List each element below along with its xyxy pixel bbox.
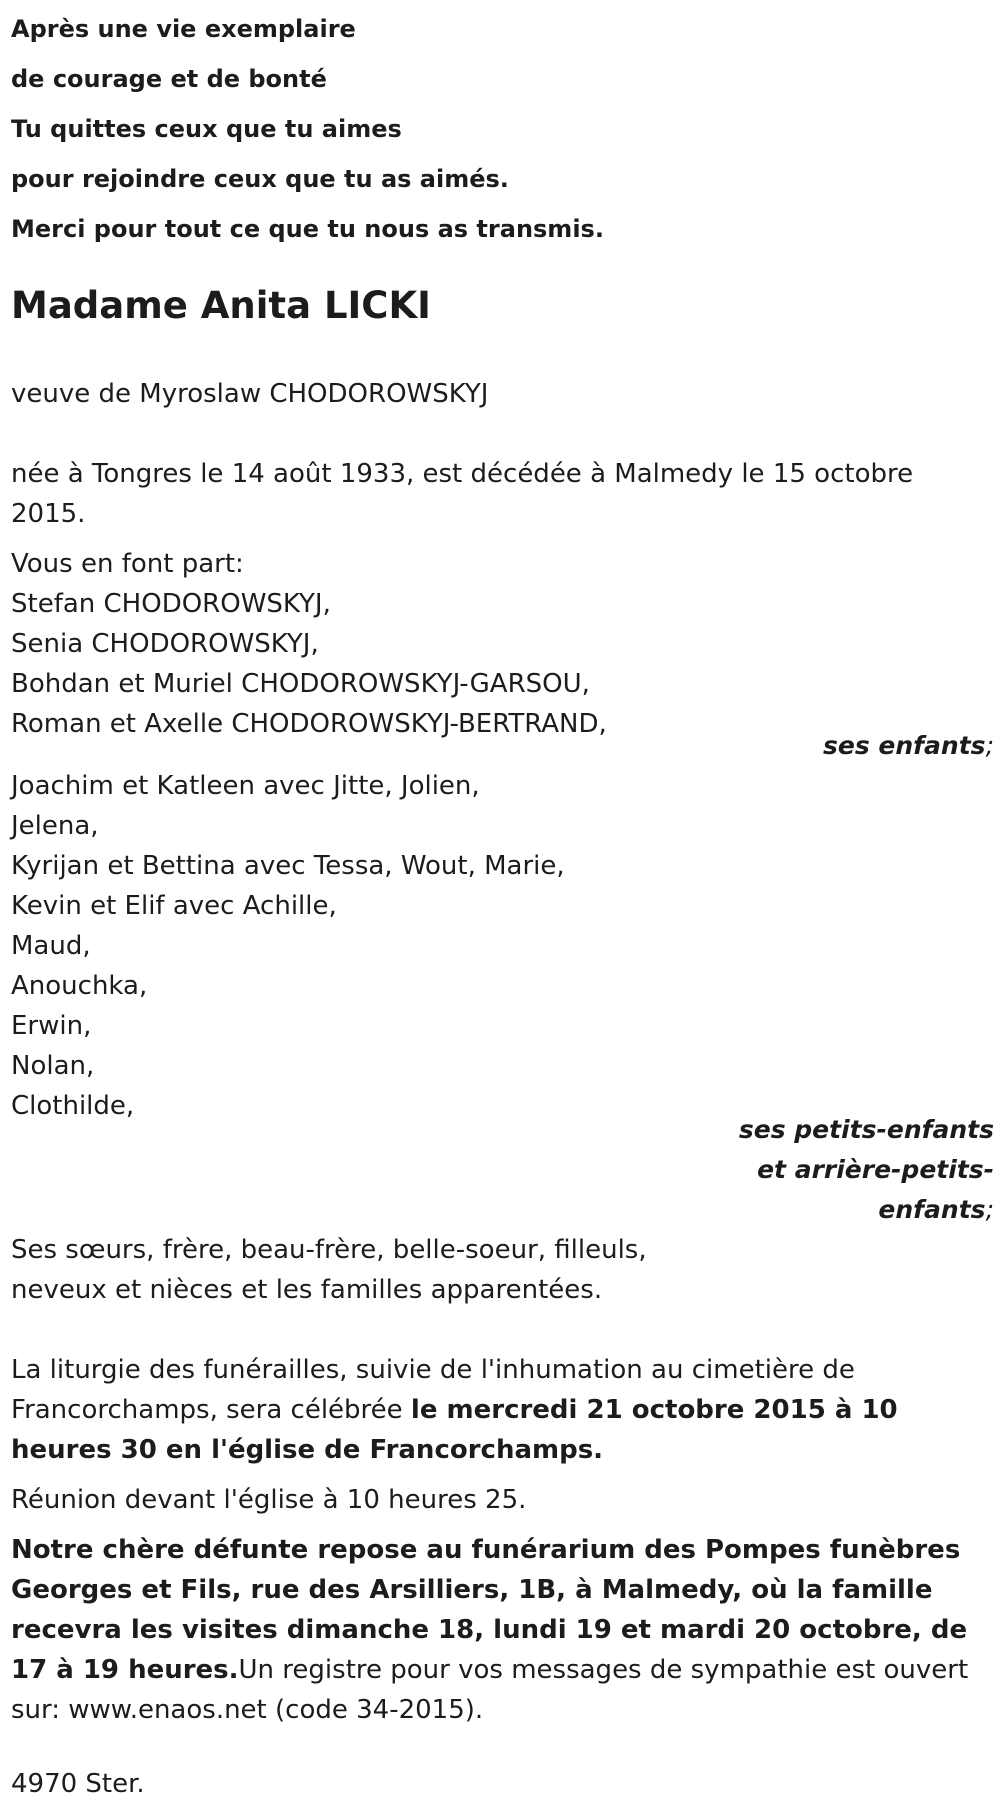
list-item: Kyrijan et Bettina avec Tessa, Wout, Marie, (11, 851, 565, 881)
grandchildren-tag-line: ses petits-enfants (738, 1115, 994, 1144)
poem-line: de courage et de bonté (11, 65, 327, 93)
liturgy-details: le mercredi 21 octobre 2015 à 10 heures 30 en l'église de Francorchamps. (11, 1395, 898, 1465)
grandchildren-tag (734, 1110, 994, 1230)
funeral-home-paragraph (11, 1530, 986, 1730)
family-list (11, 1230, 986, 1310)
children-list (11, 544, 986, 744)
grandchildren-list (11, 766, 986, 1126)
poem-line: Tu quittes ceux que tu aimes (11, 115, 402, 143)
list-item: Stefan CHODOROWSKYJ, (11, 589, 331, 619)
address: 4970 Ster. (11, 1769, 145, 1799)
meeting-note: Réunion devant l'église à 10 heures 25. (11, 1485, 527, 1515)
list-item: Anouchka, (11, 971, 148, 1001)
funeral-home-details: Notre chère défunte repose au funérarium des Pompes funèbres Georges et Fils, rue des Arsilliers, 1B, à Malmedy, où la famille recevra les visites dimanche 18, lundi 19 et mardi 20 octobre, de 17 à 19 heures. (11, 1535, 968, 1685)
list-item: Joachim et Katleen avec Jitte, Jolien, (11, 771, 480, 801)
list-item: Nolan, (11, 1051, 95, 1081)
poem-line: Merci pour tout ce que tu nous as transmis. (11, 215, 604, 243)
list-item: Bohdan et Muriel CHODOROWSKYJ-GARSOU, (11, 669, 590, 699)
list-item: Roman et Axelle CHODOROWSKYJ-BERTRAND, (11, 709, 607, 739)
grandchildren-tag-line: et arrière-petits- (757, 1155, 994, 1184)
liturgy-paragraph (11, 1350, 986, 1470)
poem-line: Après une vie exemplaire (11, 15, 356, 43)
widow-of: veuve de Myroslaw CHODOROWSKYJ (11, 379, 489, 409)
semicolon: ; (985, 731, 994, 760)
deceased-name: Madame Anita LICKI (11, 284, 431, 327)
liturgy-text: La liturgie des funérailles, suivie de l'inhumation au cimetière de Francorchamps, sera célébrée (11, 1355, 855, 1425)
grandchildren-tag-text: enfants (878, 1195, 986, 1224)
list-item: Clothilde, (11, 1091, 135, 1121)
registry-note: Un registre pour vos messages de sympathie est ouvert sur: www.enaos.net (code 34-2015). (11, 1655, 969, 1725)
list-item: Ses sœurs, frère, beau-frère, belle-soeur, filleuls, (11, 1235, 647, 1265)
list-item: Jelena, (11, 811, 99, 841)
children-tag (823, 726, 994, 766)
list-item: neveux et nièces et les familles apparentées. (11, 1275, 603, 1305)
birth-death: née à Tongres le 14 août 1933, est décédée à Malmedy le 15 octobre 2015. (11, 459, 914, 529)
announce-intro: Vous en font part: (11, 549, 244, 579)
list-item: Erwin, (11, 1011, 92, 1041)
children-tag-text: ses enfants (823, 731, 986, 760)
semicolon: ; (985, 1195, 994, 1224)
poem-line: pour rejoindre ceux que tu as aimés. (11, 165, 509, 193)
poem (11, 4, 971, 254)
list-item: Kevin et Elif avec Achille, (11, 891, 337, 921)
list-item: Maud, (11, 931, 91, 961)
list-item: Senia CHODOROWSKYJ, (11, 629, 319, 659)
grandchildren-tag-line-last (734, 1190, 994, 1230)
